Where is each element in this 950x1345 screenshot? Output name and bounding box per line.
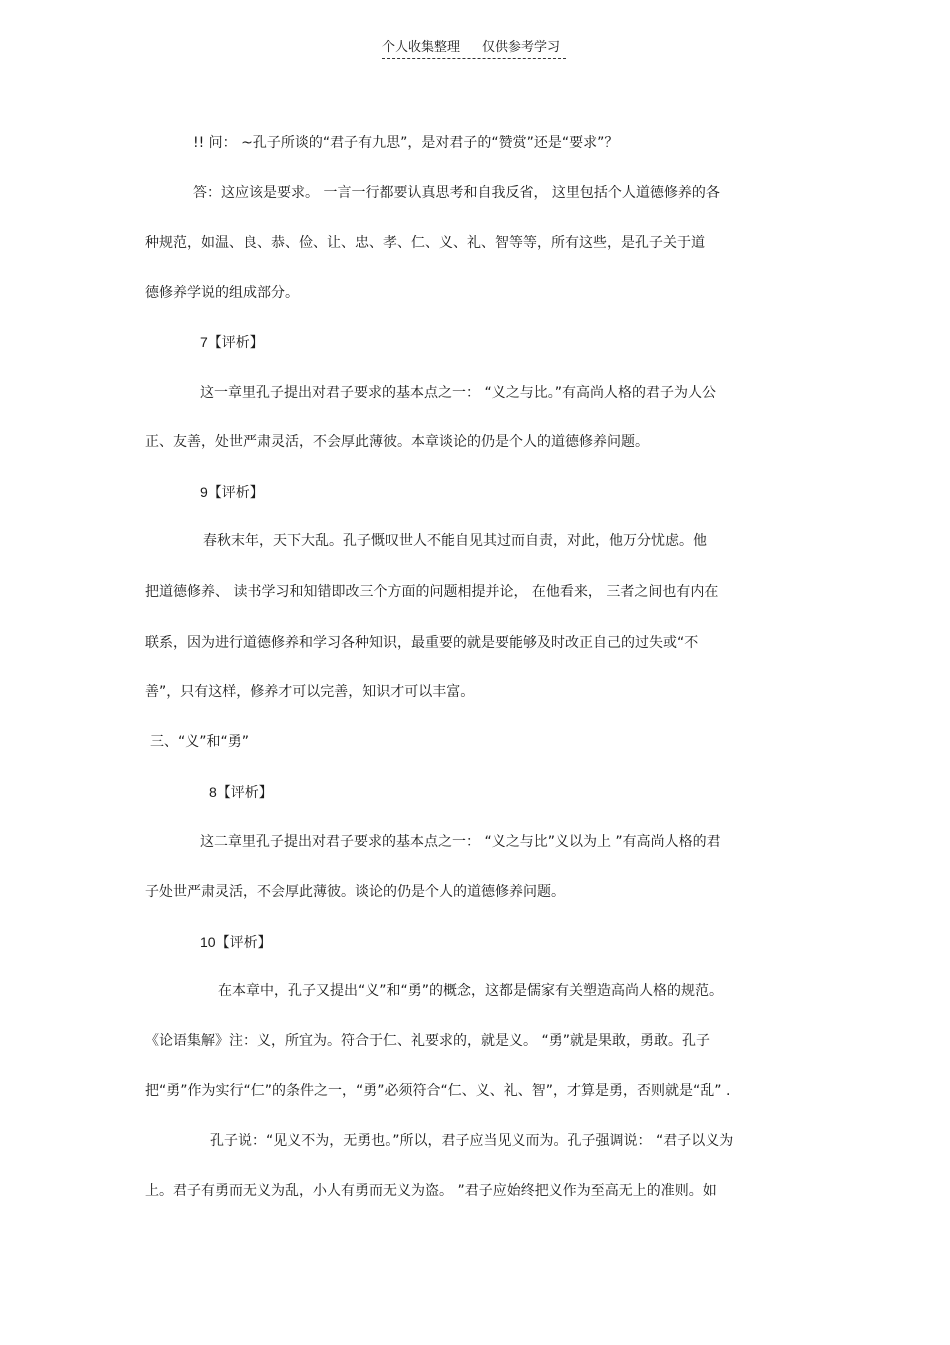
section-heading-10: 10【评析】 bbox=[200, 934, 272, 950]
paragraph-10-line-3: 把“勇”作为实行“仁”的条件之一，“勇”必须符合“仁、义、礼、智”，才算是勇，否则就是“乱” . bbox=[145, 1083, 731, 1099]
header-divider bbox=[382, 58, 566, 59]
section-heading-9: 9【评析】 bbox=[200, 484, 264, 500]
paragraph-8-line-1: 这二章里孔子提出对君子要求的基本点之一： “义之与比”义以为上 ”有高尚人格的君 bbox=[200, 834, 721, 850]
paragraph-9-line-3: 联系，因为进行道德修养和学习各种知识，最重要的就是要能够及时改正自己的过失或“不 bbox=[145, 635, 699, 651]
paragraph-7-line-2: 正、友善，处世严肃灵活，不会厚此薄彼。本章谈论的仍是个人的道德修养问题。 bbox=[145, 434, 649, 450]
paragraph-10-line-1: 在本章中，孔子又提出“义”和“勇”的概念，这都是儒家有关塑造高尚人格的规范。 bbox=[218, 983, 724, 999]
paragraph-10-line-4: 孔子说：“见义不为，无勇也。”所以，君子应当见义而为。孔子强调说： “君子以义为 bbox=[210, 1133, 734, 1149]
paragraph-8-line-2: 子处世严肃灵活，不会厚此薄彼。谈论的仍是个人的道德修养问题。 bbox=[145, 884, 565, 900]
header-left-text: 个人收集整理 bbox=[382, 40, 461, 55]
section-heading-8: 8【评析】 bbox=[209, 784, 273, 800]
answer-line-1: 答：这应该是要求。 一言一行都要认真思考和自我反省， 这里包括个人道德修养的各 bbox=[193, 185, 720, 201]
paragraph-7-line-1: 这一章里孔子提出对君子要求的基本点之一： “义之与比。”有高尚人格的君子为人公 bbox=[200, 385, 716, 401]
answer-line-3: 德修养学说的组成部分。 bbox=[145, 285, 299, 301]
answer-line-2: 种规范，如温、良、恭、俭、让、忠、孝、仁、义、礼、智等等，所有这些，是孔子关于道 bbox=[145, 235, 705, 251]
paragraph-9-line-1: 春秋末年，天下大乱。孔子慨叹世人不能自见其过而自责，对此，他万分忧虑。他 bbox=[203, 533, 707, 549]
question-line: !! 问： ~孔子所谈的“君子有九思”，是对君子的“赞赏”还是“要求”？ bbox=[193, 135, 619, 151]
section-heading-7: 7【评析】 bbox=[200, 334, 264, 350]
paragraph-10-line-5: 上。君子有勇而无义为乱，小人有勇而无义为盗。 ”君子应始终把义作为至高无上的准则。如 bbox=[145, 1183, 717, 1199]
paragraph-10-line-2: 《论语集解》注：义，所宜为。符合于仁、礼要求的，就是义。 “勇”就是果敢，勇敢。孔子 bbox=[145, 1033, 710, 1049]
chapter-heading-yi-yong: 三、“义”和“勇” bbox=[150, 734, 250, 750]
paragraph-9-line-2: 把道德修养、 读书学习和知错即改三个方面的问题相提并论， 在他看来， 三者之间也有内在 bbox=[145, 584, 719, 600]
paragraph-9-line-4: 善”，只有这样，修养才可以完善，知识才可以丰富。 bbox=[145, 684, 475, 700]
header-right-text: 仅供参考学习 bbox=[482, 40, 561, 55]
